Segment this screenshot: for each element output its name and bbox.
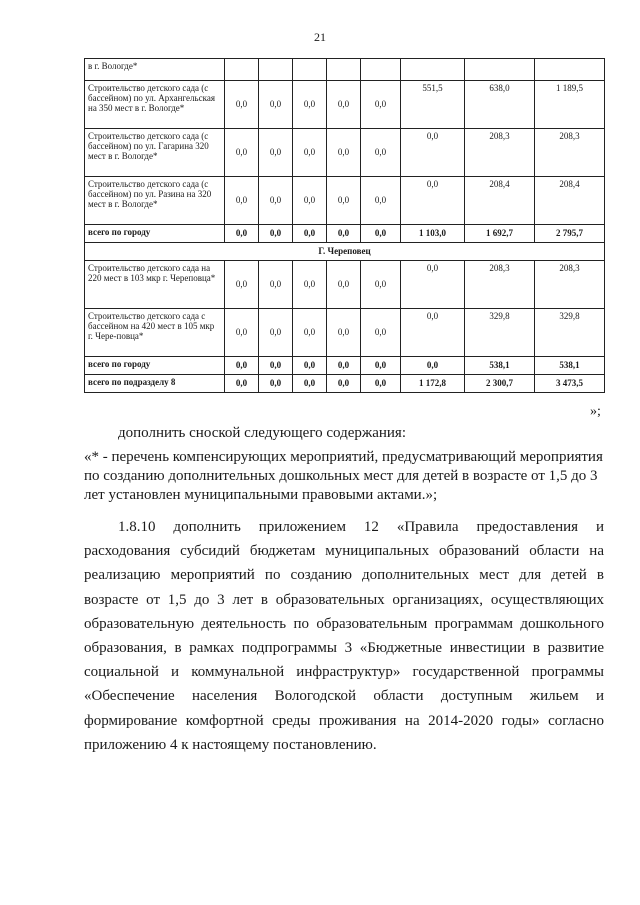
value-cell: 208,4 xyxy=(465,177,535,225)
value-cell: 208,4 xyxy=(535,177,605,225)
row-name: всего по городу xyxy=(85,225,225,243)
value-cell: 0,0 xyxy=(361,357,401,375)
table-row xyxy=(85,81,605,129)
intro-text: дополнить сноской следующего содержания: xyxy=(118,425,407,441)
value-cell: 0,0 xyxy=(361,261,401,309)
row-name: всего по подразделу 8 xyxy=(85,375,225,393)
row-name: Строительство детского сада на 220 мест в 103 мкр г. Череповца* xyxy=(85,261,225,309)
row-name: Строительство детского сада (с бассейном) по ул. Гагарина 320 мест в г. Вологде* xyxy=(85,129,225,177)
total-row xyxy=(85,357,605,375)
value-cell: 2 300,7 xyxy=(465,375,535,393)
row-name: Строительство детского сада (с бассейном) по ул. Разина на 320 мест в г. Вологде* xyxy=(85,177,225,225)
value-cell: 0,0 xyxy=(293,357,327,375)
value-cell: 0,0 xyxy=(361,81,401,129)
value-cell: 0,0 xyxy=(401,357,465,375)
value-cell xyxy=(225,59,259,81)
value-cell: 1 172,8 xyxy=(401,375,465,393)
value-cell: 0,0 xyxy=(327,225,361,243)
value-cell: 0,0 xyxy=(361,129,401,177)
value-cell: 0,0 xyxy=(293,129,327,177)
table-row xyxy=(85,309,605,357)
value-cell: 0,0 xyxy=(293,225,327,243)
value-cell xyxy=(401,59,465,81)
value-cell: 0,0 xyxy=(225,81,259,129)
value-cell: 0,0 xyxy=(327,261,361,309)
value-cell: 208,3 xyxy=(535,129,605,177)
value-cell: 0,0 xyxy=(259,261,293,309)
value-cell: 0,0 xyxy=(259,81,293,129)
value-cell: 329,8 xyxy=(535,309,605,357)
page-number: 21 xyxy=(314,30,326,44)
value-cell: 0,0 xyxy=(293,309,327,357)
value-cell: 0,0 xyxy=(327,357,361,375)
value-cell: 1 189,5 xyxy=(535,81,605,129)
value-cell: 638,0 xyxy=(465,81,535,129)
row-name: Строительство детского сада с бассейном на 420 мест в 105 мкр г. Чере-повца* xyxy=(85,309,225,357)
value-cell: 0,0 xyxy=(293,177,327,225)
value-cell xyxy=(259,59,293,81)
value-cell: 3 473,5 xyxy=(535,375,605,393)
value-cell: 0,0 xyxy=(225,225,259,243)
budget-table xyxy=(84,58,605,393)
city-name: Г. Череповец xyxy=(85,243,605,261)
value-cell: 0,0 xyxy=(293,81,327,129)
value-cell: 208,3 xyxy=(465,129,535,177)
table-row xyxy=(85,261,605,309)
value-cell: 551,5 xyxy=(401,81,465,129)
value-cell: 0,0 xyxy=(401,261,465,309)
value-cell: 0,0 xyxy=(225,177,259,225)
value-cell: 0,0 xyxy=(259,177,293,225)
value-cell: 538,1 xyxy=(535,357,605,375)
value-cell: 208,3 xyxy=(535,261,605,309)
value-cell: 0,0 xyxy=(225,375,259,393)
value-cell: 0,0 xyxy=(361,177,401,225)
value-cell: 0,0 xyxy=(327,309,361,357)
value-cell: 329,8 xyxy=(465,309,535,357)
footnote-text: «* - перечень компенсирующих мероприятий, предусматривающий мероприятия по созданию дополнительных дошкольных мест для детей в возрасте от 1,5 до 3 лет установлен муниципальными правовыми актами.»; xyxy=(84,449,603,503)
main-paragraph: 1.8.10 дополнить приложением 12 «Правила предоставления и расходования субсидий бюджетам муниципальных образований области на реализацию мероприятий по созданию дополнительных мест для детей в возрасте от 1,5 до 3 лет в образовательных организациях, осуществляющих образовательную деятельность по образовательным программам дошкольного образования, в рамках подпрограммы 3 «Бюджетные инвестиции в развитие социальной и коммунальной инфраструктур» государственной программы «Обеспечение населения Вологодской области доступным жильем и формирование комфортной среды проживания на 2014-2020 годы» согласно приложению 4 к настоящему постановлению. xyxy=(84,519,604,753)
value-cell: 1 692,7 xyxy=(465,225,535,243)
row-name: Строительство детского сада (с бассейном) по ул. Архангельская на 350 мест в г. Вологде* xyxy=(85,81,225,129)
total-row xyxy=(85,375,605,393)
value-cell: 0,0 xyxy=(225,129,259,177)
budget-table-body xyxy=(85,59,605,393)
value-cell xyxy=(361,59,401,81)
value-cell: 538,1 xyxy=(465,357,535,375)
value-cell xyxy=(293,59,327,81)
value-cell: 0,0 xyxy=(293,261,327,309)
closing-quote-mark: »; xyxy=(590,404,601,419)
value-cell: 208,3 xyxy=(465,261,535,309)
value-cell: 0,0 xyxy=(225,357,259,375)
total-row xyxy=(85,225,605,243)
value-cell: 0,0 xyxy=(361,309,401,357)
city-header-row xyxy=(85,243,605,261)
value-cell: 0,0 xyxy=(401,129,465,177)
value-cell: 0,0 xyxy=(401,177,465,225)
table-row xyxy=(85,177,605,225)
value-cell: 0,0 xyxy=(259,129,293,177)
table-row xyxy=(85,59,605,81)
value-cell xyxy=(535,59,605,81)
value-cell: 0,0 xyxy=(327,375,361,393)
table-row xyxy=(85,129,605,177)
value-cell: 2 795,7 xyxy=(535,225,605,243)
value-cell: 0,0 xyxy=(361,375,401,393)
value-cell xyxy=(327,59,361,81)
value-cell: 0,0 xyxy=(259,357,293,375)
value-cell: 0,0 xyxy=(327,81,361,129)
value-cell: 0,0 xyxy=(225,261,259,309)
value-cell: 0,0 xyxy=(225,309,259,357)
value-cell: 0,0 xyxy=(401,309,465,357)
value-cell: 0,0 xyxy=(327,177,361,225)
value-cell: 0,0 xyxy=(259,375,293,393)
value-cell: 1 103,0 xyxy=(401,225,465,243)
row-name: в г. Вологде* xyxy=(85,59,225,81)
value-cell: 0,0 xyxy=(361,225,401,243)
value-cell xyxy=(465,59,535,81)
value-cell: 0,0 xyxy=(259,309,293,357)
value-cell: 0,0 xyxy=(327,129,361,177)
row-name: всего по городу xyxy=(85,357,225,375)
value-cell: 0,0 xyxy=(293,375,327,393)
value-cell: 0,0 xyxy=(259,225,293,243)
